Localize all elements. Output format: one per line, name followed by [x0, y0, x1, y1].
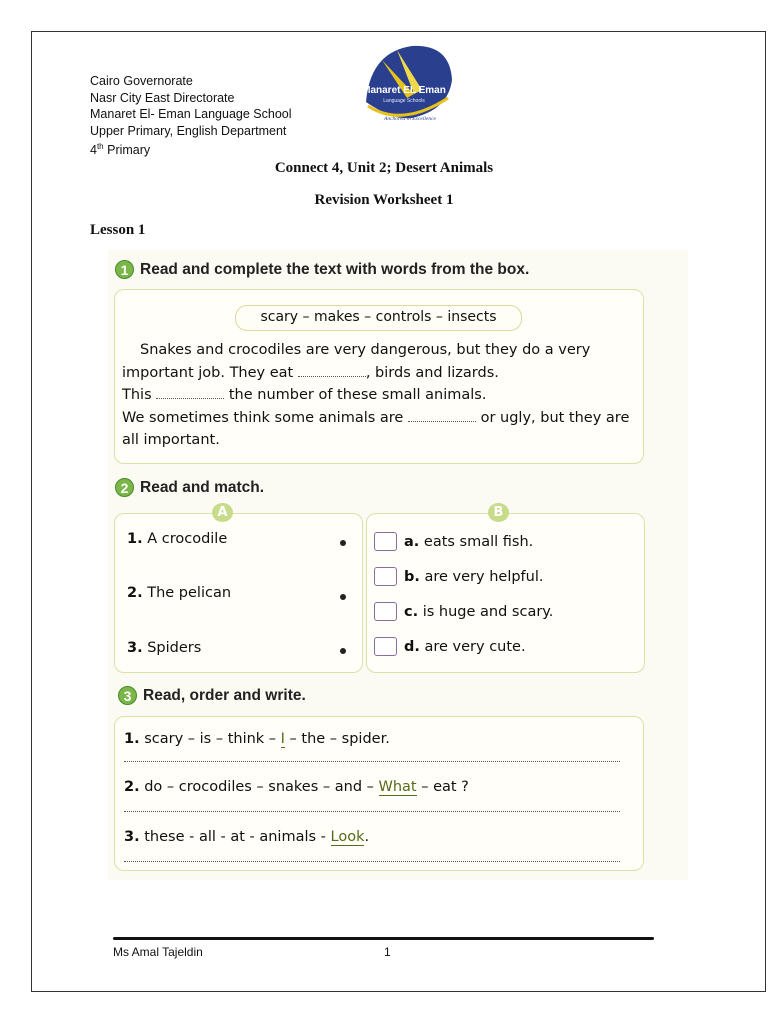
match-b-item: c. is huge and scary.	[404, 604, 554, 620]
logo-name: Manaret EL Eman	[362, 85, 446, 96]
grade: 4th Primary	[90, 142, 151, 158]
logo-sub: Language Schools	[383, 98, 425, 104]
answer-box[interactable]	[374, 567, 397, 586]
match-b-item: d. are very cute.	[404, 639, 526, 655]
match-a-item: 1. A crocodile	[127, 531, 228, 547]
exercise1-heading: 1 Read and complete the text with words from the box.	[115, 260, 529, 279]
governorate: Cairo Governorate	[90, 74, 193, 88]
lesson-label: Lesson 1	[90, 222, 146, 238]
exercise3-heading: 3 Read, order and write.	[118, 686, 306, 705]
worksheet-title: Connect 4, Unit 2; Desert Animals	[274, 160, 494, 176]
directorate: Nasr City East Directorate	[90, 90, 235, 105]
blank-1[interactable]	[298, 364, 366, 377]
match-dot[interactable]	[340, 648, 346, 654]
match-a-item: 2. The pelican	[127, 585, 232, 601]
footer-page-number: 1	[384, 945, 391, 959]
order-item: 1. scary – is – think – I – the – spider.	[124, 731, 390, 747]
order-item: 2. do – crocodiles – snakes – and – What – eat ?	[124, 779, 469, 795]
write-line[interactable]	[124, 861, 620, 862]
logo-motto: Anchored in Excellence	[383, 116, 437, 122]
school-info	[90, 73, 292, 159]
write-line[interactable]	[124, 811, 620, 812]
exercise2-number: 2	[115, 478, 134, 497]
footer-author: Ms Amal Tajeldin	[113, 945, 203, 959]
order-item: 3. these - all - at - animals - Look.	[124, 829, 370, 845]
answer-box[interactable]	[374, 602, 397, 621]
match-a-item: 3. Spiders	[127, 640, 202, 656]
school-name: Manaret El- Eman Language School	[90, 107, 292, 121]
match-b-item: a. eats small fish.	[404, 534, 534, 550]
write-line[interactable]	[124, 761, 620, 762]
answer-box[interactable]	[374, 532, 397, 551]
answer-box[interactable]	[374, 637, 397, 656]
exercise2-heading: 2 Read and match.	[115, 478, 264, 497]
match-b-item: b. are very helpful.	[404, 569, 544, 585]
exercise1-number: 1	[115, 260, 134, 279]
match-dot[interactable]	[340, 540, 346, 546]
school-logo	[352, 40, 457, 130]
column-b-badge: B	[488, 503, 509, 522]
match-dot[interactable]	[340, 594, 346, 600]
word-box: scary – makes – controls – insects	[235, 305, 522, 331]
worksheet-subtitle: Revision Worksheet 1	[314, 192, 454, 208]
footer-divider	[113, 937, 654, 940]
exercise1-text: Snakes and crocodiles are very dangerous, but they do a very important job. They eat , birds and lizards. This the number of these small animals. We sometimes think some animals are or ugly, but they are all important.	[122, 342, 630, 448]
blank-3[interactable]	[408, 409, 476, 422]
department: Upper Primary, English Department	[90, 123, 287, 138]
exercise3-number: 3	[118, 686, 137, 705]
column-a-badge: A	[212, 503, 233, 522]
blank-2[interactable]	[156, 386, 224, 399]
